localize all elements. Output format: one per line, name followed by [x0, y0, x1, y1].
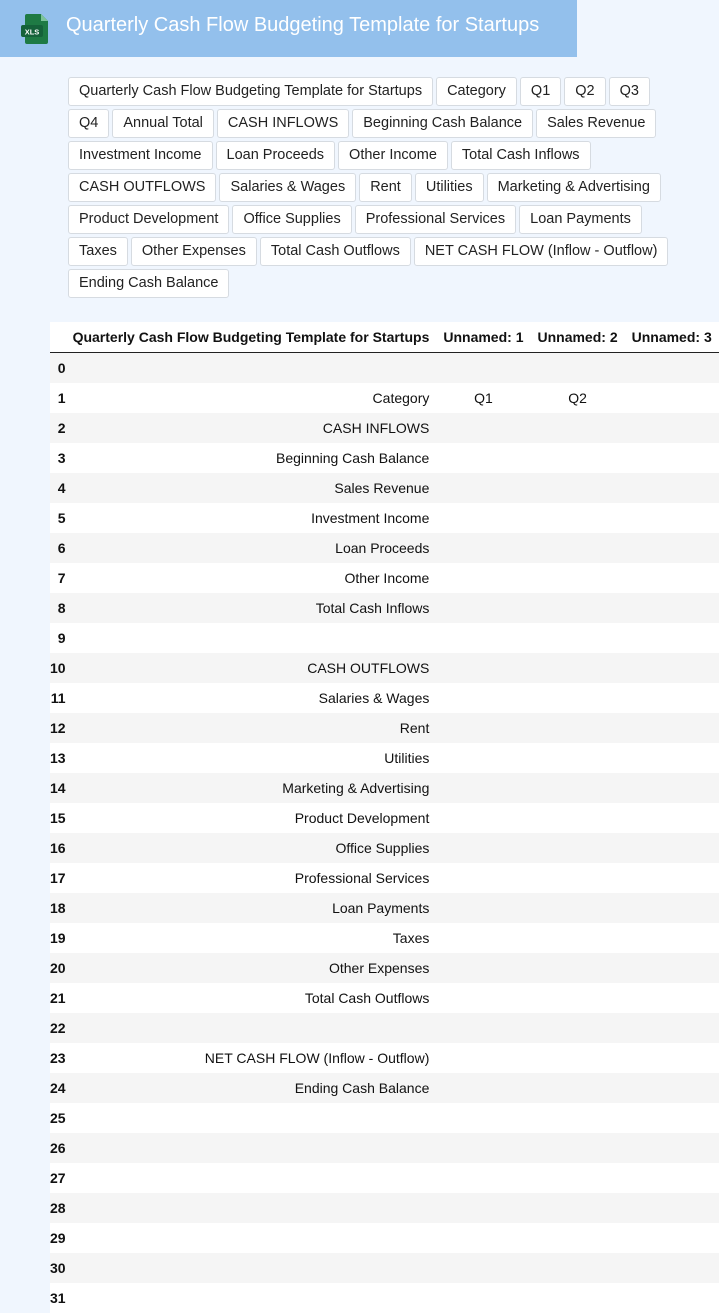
table-cell — [625, 953, 719, 983]
column-chip[interactable]: Total Cash Outflows — [260, 237, 411, 266]
table-cell — [66, 353, 437, 384]
table-cell: Product Development — [66, 803, 437, 833]
table-row — [50, 803, 719, 833]
row-index-cell: 8 — [50, 593, 66, 623]
table-cell — [530, 1103, 624, 1133]
row-index-cell: 11 — [50, 683, 66, 713]
table-cell: CASH INFLOWS — [66, 413, 437, 443]
column-chip[interactable]: CASH OUTFLOWS — [68, 173, 216, 202]
table-row — [50, 743, 719, 773]
column-header[interactable]: Unnamed: 3 — [625, 322, 719, 353]
column-chip[interactable]: Other Expenses — [131, 237, 257, 266]
column-chip[interactable]: Product Development — [68, 205, 229, 234]
row-index-cell: 27 — [50, 1163, 66, 1193]
table-cell — [436, 713, 530, 743]
table-cell — [436, 1223, 530, 1253]
table-cell — [530, 413, 624, 443]
row-index-cell: 1 — [50, 383, 66, 413]
table-cell — [625, 1223, 719, 1253]
index-header — [50, 322, 66, 353]
table-cell — [436, 1253, 530, 1283]
row-index-cell: 18 — [50, 893, 66, 923]
table-cell: Other Income — [66, 563, 437, 593]
row-index-cell: 25 — [50, 1103, 66, 1133]
table-cell: Utilities — [66, 743, 437, 773]
table-row — [50, 1073, 719, 1103]
row-index-cell: 31 — [50, 1283, 66, 1313]
table-row — [50, 1283, 719, 1313]
row-index-cell: 29 — [50, 1223, 66, 1253]
table-cell — [436, 473, 530, 503]
column-chip[interactable]: Q2 — [564, 77, 605, 106]
column-chip[interactable]: Annual Total — [112, 109, 214, 138]
table-cell — [625, 923, 719, 953]
table-body — [50, 353, 719, 1313]
table-cell: Category — [66, 383, 437, 413]
table-cell — [436, 953, 530, 983]
table-cell — [625, 473, 719, 503]
table-cell — [530, 563, 624, 593]
table-row — [50, 833, 719, 863]
table-cell — [436, 773, 530, 803]
table-cell — [530, 893, 624, 923]
column-chip[interactable]: Utilities — [415, 173, 484, 202]
table-cell — [530, 353, 624, 384]
table-cell: Q2 — [530, 383, 624, 413]
table-cell: NET CASH FLOW (Inflow - Outflow) — [66, 1043, 437, 1073]
table-cell: Sales Revenue — [66, 473, 437, 503]
column-chip[interactable]: Category — [436, 77, 517, 106]
row-index-cell: 17 — [50, 863, 66, 893]
table-cell — [436, 803, 530, 833]
table-cell — [530, 833, 624, 863]
row-index-cell: 13 — [50, 743, 66, 773]
table-cell — [625, 713, 719, 743]
column-chip[interactable]: Marketing & Advertising — [487, 173, 661, 202]
page-header — [0, 0, 577, 57]
table-cell — [625, 1013, 719, 1043]
table-cell — [530, 1223, 624, 1253]
data-table-container[interactable] — [68, 322, 678, 1292]
table-cell — [66, 1223, 437, 1253]
table-cell — [530, 653, 624, 683]
table-cell — [625, 353, 719, 384]
table-row — [50, 923, 719, 953]
table-cell: Salaries & Wages — [66, 683, 437, 713]
table-row — [50, 1193, 719, 1223]
table-row — [50, 443, 719, 473]
table-cell — [436, 353, 530, 384]
row-index-cell: 14 — [50, 773, 66, 803]
table-cell — [530, 1163, 624, 1193]
table-cell — [625, 443, 719, 473]
column-chip[interactable]: Taxes — [68, 237, 128, 266]
table-cell — [66, 1133, 437, 1163]
column-chip[interactable]: Professional Services — [355, 205, 516, 234]
table-cell: Loan Proceeds — [66, 533, 437, 563]
table-cell — [530, 1133, 624, 1163]
table-cell — [530, 1193, 624, 1223]
table-cell — [436, 593, 530, 623]
table-row — [50, 983, 719, 1013]
table-cell — [436, 413, 530, 443]
table-cell — [436, 893, 530, 923]
column-chip[interactable]: Beginning Cash Balance — [352, 109, 533, 138]
column-chip[interactable]: Total Cash Inflows — [451, 141, 591, 170]
table-cell — [530, 593, 624, 623]
row-index-cell: 9 — [50, 623, 66, 653]
table-cell — [625, 413, 719, 443]
table-cell — [625, 383, 719, 413]
row-index-cell: 6 — [50, 533, 66, 563]
table-cell: Loan Payments — [66, 893, 437, 923]
column-chip[interactable]: Loan Proceeds — [216, 141, 336, 170]
table-row — [50, 593, 719, 623]
table-cell — [436, 833, 530, 863]
table-cell — [436, 1283, 530, 1313]
table-cell — [530, 923, 624, 953]
table-cell — [530, 503, 624, 533]
table-cell — [530, 1013, 624, 1043]
table-cell — [436, 983, 530, 1013]
row-index-cell: 16 — [50, 833, 66, 863]
column-chip[interactable]: Investment Income — [68, 141, 213, 170]
table-cell — [625, 833, 719, 863]
row-index-cell: 23 — [50, 1043, 66, 1073]
table-cell — [66, 623, 437, 653]
table-cell — [436, 1163, 530, 1193]
page-title: Quarterly Cash Flow Budgeting Template for Startups — [66, 14, 539, 37]
table-cell — [625, 623, 719, 653]
table-cell — [530, 743, 624, 773]
column-chip[interactable]: Salaries & Wages — [219, 173, 356, 202]
table-cell — [530, 1253, 624, 1283]
table-row — [50, 773, 719, 803]
table-cell — [530, 683, 624, 713]
table-cell — [530, 803, 624, 833]
table-cell: CASH OUTFLOWS — [66, 653, 437, 683]
table-cell — [625, 1133, 719, 1163]
table-cell — [530, 953, 624, 983]
table-row — [50, 1043, 719, 1073]
table-cell: Other Expenses — [66, 953, 437, 983]
table-row — [50, 683, 719, 713]
table-cell — [436, 1133, 530, 1163]
table-cell: Total Cash Outflows — [66, 983, 437, 1013]
row-index-cell: 20 — [50, 953, 66, 983]
table-cell — [625, 983, 719, 1013]
table-cell — [66, 1163, 437, 1193]
table-cell — [530, 713, 624, 743]
table-cell: Rent — [66, 713, 437, 743]
table-cell — [625, 1253, 719, 1283]
table-cell — [66, 1253, 437, 1283]
table-cell: Marketing & Advertising — [66, 773, 437, 803]
column-chip[interactable]: Q1 — [520, 77, 561, 106]
table-cell — [436, 563, 530, 593]
xls-file-icon — [20, 13, 50, 45]
table-row — [50, 1223, 719, 1253]
table-row — [50, 863, 719, 893]
table-cell — [436, 863, 530, 893]
row-index-cell: 5 — [50, 503, 66, 533]
table-cell: Investment Income — [66, 503, 437, 533]
table-row — [50, 713, 719, 743]
row-index-cell: 0 — [50, 353, 66, 384]
table-row — [50, 563, 719, 593]
table-row — [50, 893, 719, 923]
table-cell — [625, 1193, 719, 1223]
row-index-cell: 28 — [50, 1193, 66, 1223]
table-cell — [625, 893, 719, 923]
xls-icon-label: XLS — [25, 28, 40, 37]
table-cell — [530, 533, 624, 563]
table-header-row — [50, 322, 719, 353]
table-cell — [436, 683, 530, 713]
table-row — [50, 1103, 719, 1133]
row-index-cell: 24 — [50, 1073, 66, 1103]
column-chip[interactable]: Q4 — [68, 109, 109, 138]
table-row — [50, 1133, 719, 1163]
table-cell: Total Cash Inflows — [66, 593, 437, 623]
row-index-cell: 2 — [50, 413, 66, 443]
row-index-cell: 19 — [50, 923, 66, 953]
column-chip[interactable]: Loan Payments — [519, 205, 642, 234]
column-chip[interactable]: Office Supplies — [232, 205, 351, 234]
table-cell — [436, 1043, 530, 1073]
table-cell — [530, 623, 624, 653]
table-row — [50, 653, 719, 683]
table-cell: Beginning Cash Balance — [66, 443, 437, 473]
column-header[interactable]: Unnamed: 2 — [530, 322, 624, 353]
column-header[interactable]: Unnamed: 1 — [436, 322, 530, 353]
row-index-cell: 10 — [50, 653, 66, 683]
table-row — [50, 1253, 719, 1283]
table-cell — [436, 1013, 530, 1043]
table-row — [50, 413, 719, 443]
column-chip[interactable]: Quarterly Cash Flow Budgeting Template for Startups — [68, 77, 433, 106]
row-index-cell: 30 — [50, 1253, 66, 1283]
column-header[interactable]: Quarterly Cash Flow Budgeting Template for Startups — [66, 322, 437, 353]
table-row — [50, 623, 719, 653]
table-row — [50, 953, 719, 983]
table-cell — [530, 473, 624, 503]
table-cell — [436, 1193, 530, 1223]
table-cell — [625, 1283, 719, 1313]
table-cell — [436, 743, 530, 773]
table-row — [50, 533, 719, 563]
table-cell: Taxes — [66, 923, 437, 953]
table-cell — [436, 533, 530, 563]
table-cell — [625, 533, 719, 563]
row-index-cell: 15 — [50, 803, 66, 833]
table-cell — [436, 623, 530, 653]
table-cell — [530, 443, 624, 473]
table-cell — [66, 1193, 437, 1223]
table-cell — [625, 1163, 719, 1193]
table-cell — [66, 1013, 437, 1043]
row-index-cell: 21 — [50, 983, 66, 1013]
table-cell — [530, 1283, 624, 1313]
table-cell — [625, 803, 719, 833]
table-cell: Q1 — [436, 383, 530, 413]
table-cell — [66, 1283, 437, 1313]
table-cell: Professional Services — [66, 863, 437, 893]
table-cell — [625, 743, 719, 773]
table-row — [50, 1163, 719, 1193]
table-cell — [436, 923, 530, 953]
row-index-cell: 3 — [50, 443, 66, 473]
table-cell — [625, 653, 719, 683]
row-index-cell: 4 — [50, 473, 66, 503]
row-index-cell: 22 — [50, 1013, 66, 1043]
table-cell — [436, 653, 530, 683]
table-cell — [436, 1103, 530, 1133]
table-cell — [530, 1043, 624, 1073]
table-cell — [625, 563, 719, 593]
column-chip[interactable]: Other Income — [338, 141, 448, 170]
table-cell — [436, 443, 530, 473]
table-cell — [625, 1103, 719, 1133]
table-cell — [530, 1073, 624, 1103]
table-row — [50, 503, 719, 533]
column-chip[interactable]: CASH INFLOWS — [217, 109, 349, 138]
row-index-cell: 12 — [50, 713, 66, 743]
table-cell — [436, 1073, 530, 1103]
column-chip[interactable]: Sales Revenue — [536, 109, 656, 138]
table-cell — [66, 1103, 437, 1133]
table-cell — [530, 773, 624, 803]
table-cell — [625, 503, 719, 533]
table-cell — [625, 593, 719, 623]
table-row — [50, 353, 719, 384]
data-table — [50, 322, 719, 1313]
column-chip[interactable]: NET CASH FLOW (Inflow - Outflow) — [414, 237, 669, 266]
table-cell — [625, 773, 719, 803]
table-cell — [625, 863, 719, 893]
column-chip[interactable]: Ending Cash Balance — [68, 269, 229, 298]
table-cell — [530, 983, 624, 1013]
column-chip[interactable]: Rent — [359, 173, 412, 202]
column-chip-list — [68, 77, 678, 298]
table-cell — [625, 1043, 719, 1073]
table-cell: Ending Cash Balance — [66, 1073, 437, 1103]
row-index-cell: 26 — [50, 1133, 66, 1163]
row-index-cell: 7 — [50, 563, 66, 593]
table-row — [50, 383, 719, 413]
table-row — [50, 1013, 719, 1043]
table-cell — [436, 503, 530, 533]
table-cell — [625, 683, 719, 713]
table-cell: Office Supplies — [66, 833, 437, 863]
column-chip[interactable]: Q3 — [609, 77, 650, 106]
table-row — [50, 473, 719, 503]
table-cell — [625, 1073, 719, 1103]
table-cell — [530, 863, 624, 893]
